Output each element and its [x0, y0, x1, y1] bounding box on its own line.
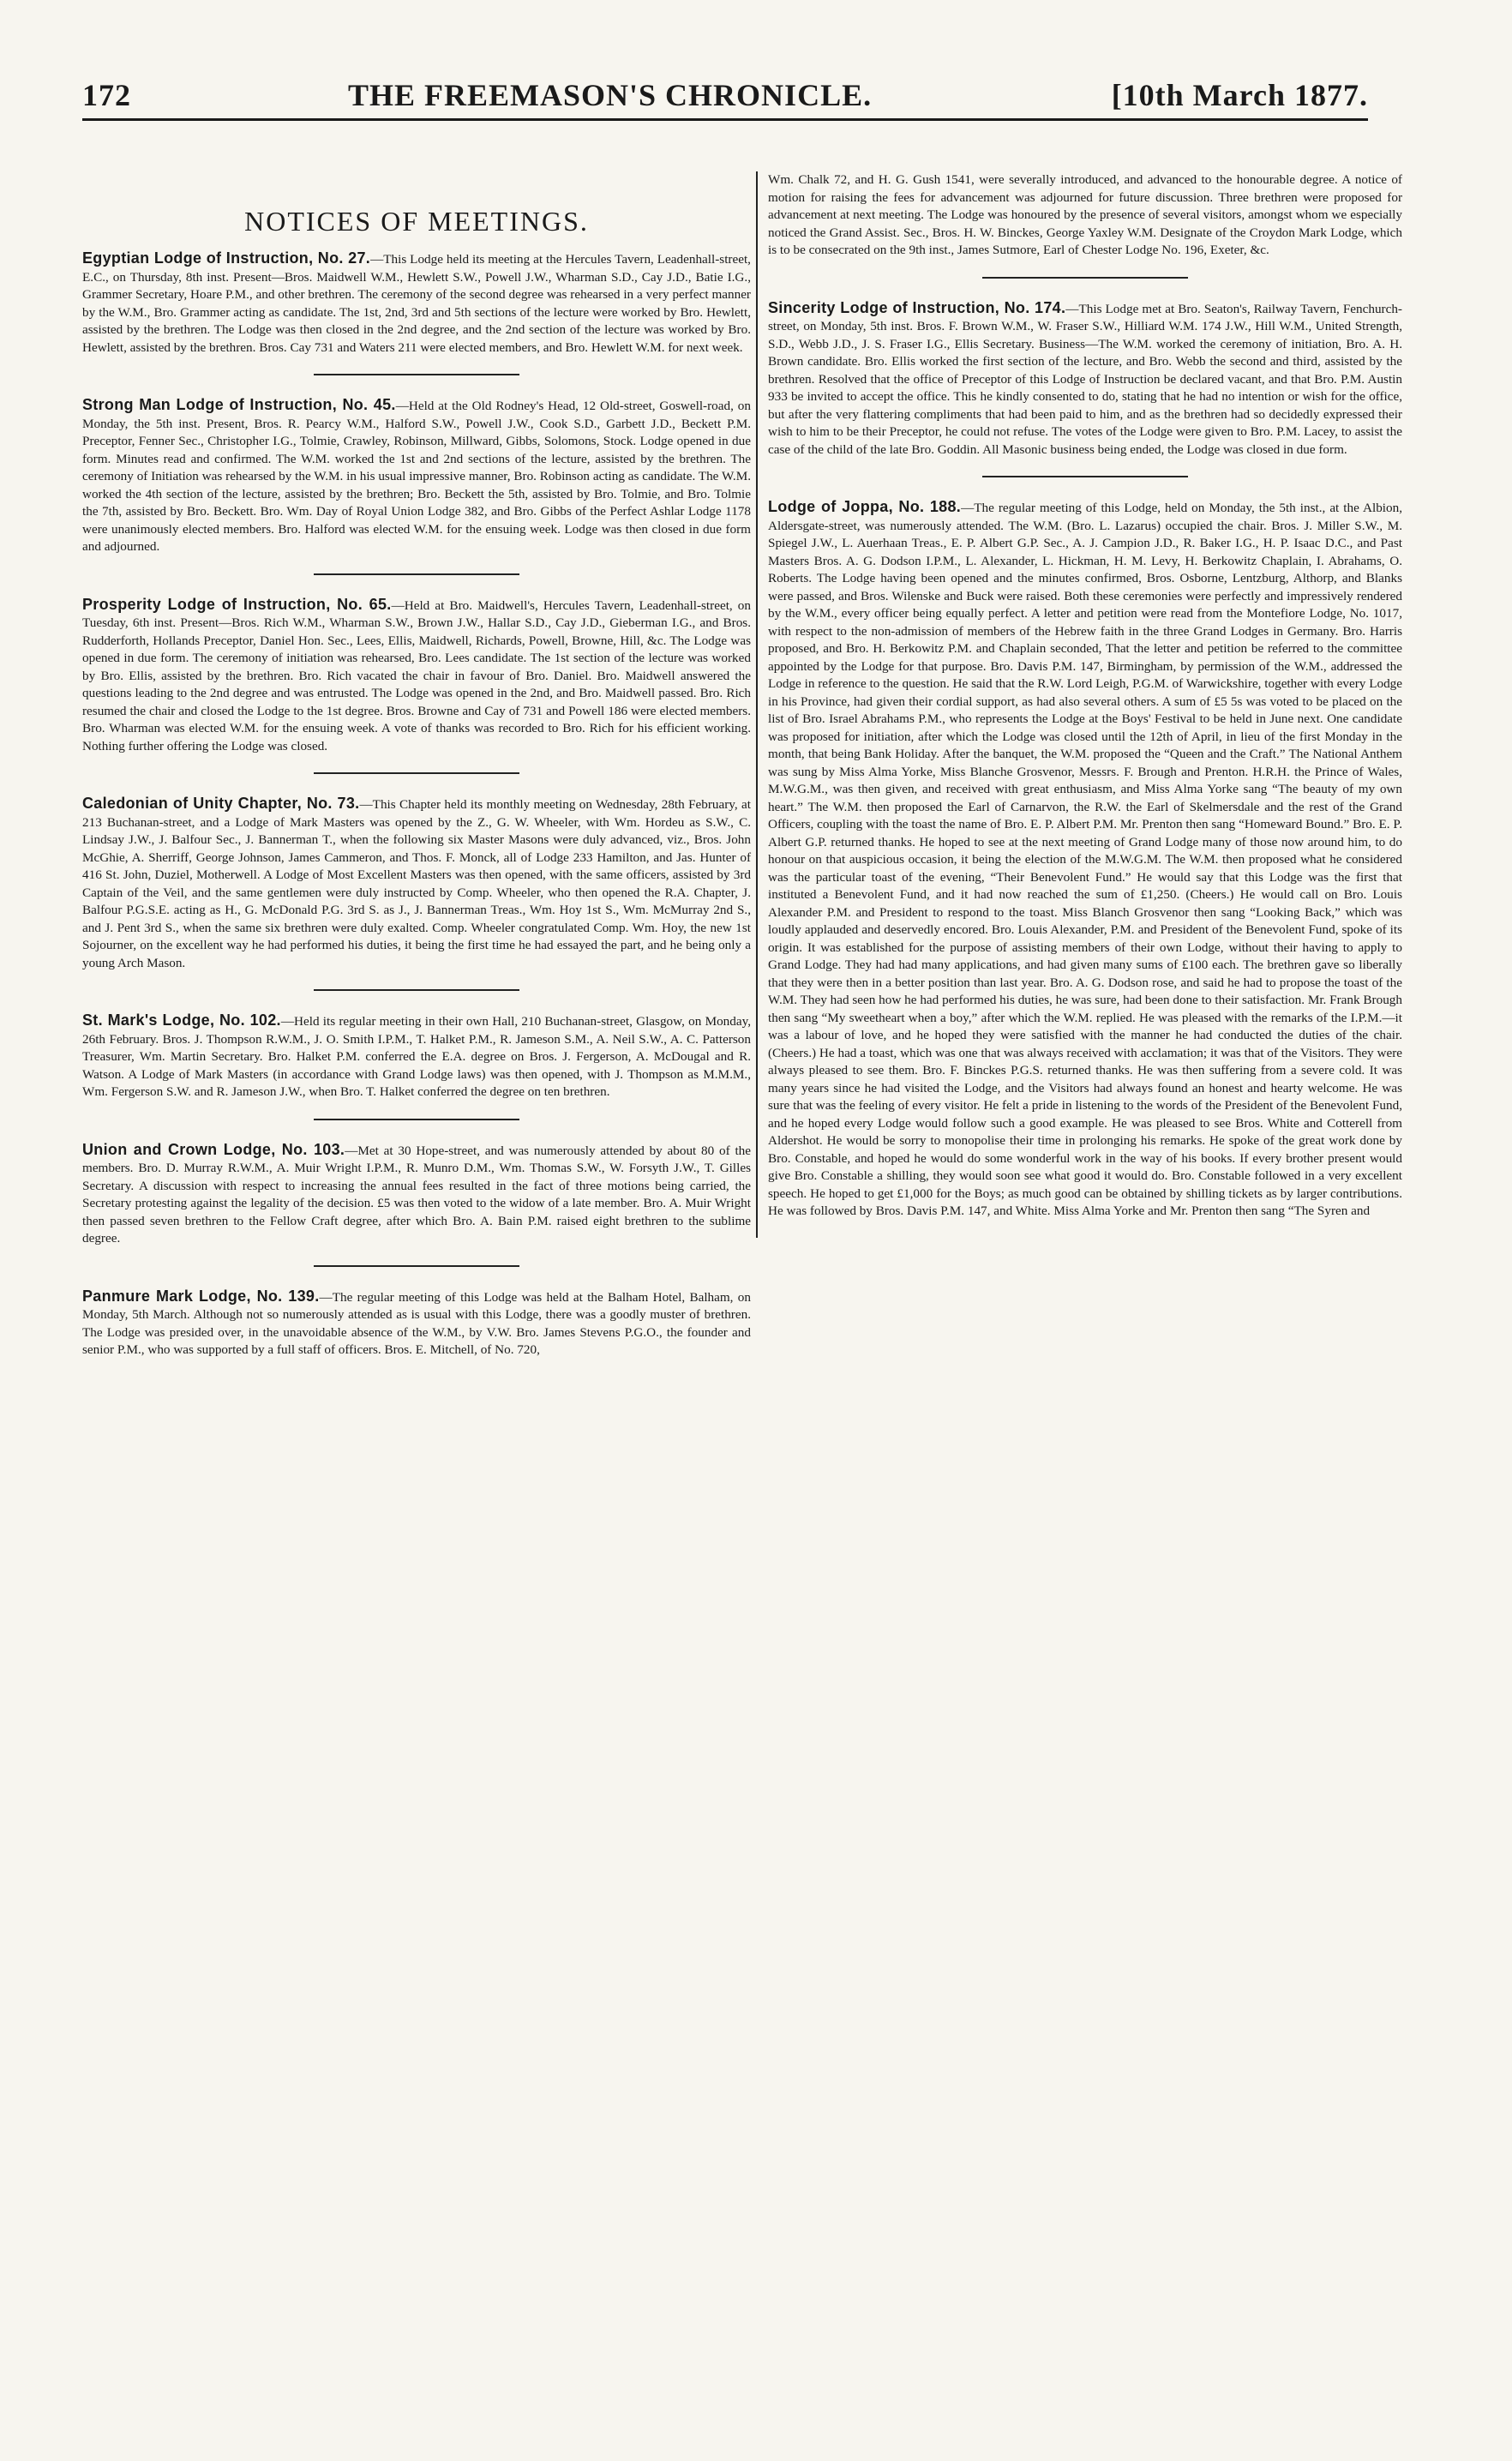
article-heading: Strong Man Lodge of Instruction, No. 45.: [82, 396, 396, 413]
divider-rule: [982, 277, 1188, 279]
article-text: [768, 498, 1402, 1221]
article-text: [82, 396, 751, 556]
divider-rule: [314, 989, 519, 991]
article-text: [82, 1141, 751, 1248]
article-st-marks-lodge: [82, 1011, 751, 1101]
article-text: [82, 249, 751, 357]
article-egyptian-lodge: [82, 249, 751, 357]
article-heading: Union and Crown Lodge, No. 103.: [82, 1140, 345, 1158]
divider-rule: [314, 1119, 519, 1120]
article-lodge-of-joppa: [768, 498, 1402, 1221]
divider-rule: [314, 573, 519, 575]
article-caledonian-chapter: [82, 795, 751, 972]
article-panmure-continued: [768, 171, 1402, 260]
left-column: [82, 171, 751, 1377]
article-heading: St. Mark's Lodge, No. 102.: [82, 1011, 281, 1029]
article-body: —This Chapter held its monthly meeting on Wednesday, 28th February, at 213 Buchanan-street, and a Lodge of Mark Masters was opened by the Z., G. W. Wheeler, with Wm. Hordeu as S.W., C. Lindsay J.W., J. Balfour Sec., J. Bannerman T., when the following six Master Masons were duly advanced, viz., Bros. John McGhie, A. Sherriff, George Johnson, James Cammeron, and Thos. F. Monck, all of Lodge 233 Hamilton, and Jas. Hunter of 416 St. John, Duziel, Motherwell. A Lodge of Most Excellent Masters was then opened, with the same officers, assisted by 3rd Captain of the Veil, and the same gentlemen were duly instructed by Comp. Wheeler, who then opened the R.A. Chapter, J. Balfour P.G.S.E. acting as H., G. McDonald P.G. 3rd S. as J., J. Bannerman Treas., Wm. Hoy 1st S., Wm. McMurray 2nd S., and J. Pent 3rd S., when the same six brethren were duly exalted. Comp. Wheeler congratulated Comp. Wm. Hoy, the new 1st Sojourner, on the excellent way he had performed his duties, it being the first time he had essayed the part, and he being only a young Arch Mason.: [82, 797, 751, 970]
article-heading: Sincerity Lodge of Instruction, No. 174.: [768, 298, 1066, 316]
article-sincerity-lodge: [768, 299, 1402, 459]
article-body: —Held at the Old Rodney's Head, 12 Old-street, Goswell-road, on Monday, the 5th inst. Present, Bros. R. Pearcy W.M., Halford S.W., Powell J.W., Cook S.D., Garbett J.D., Beckett P.M. Preceptor, Fenner Sec., Christopher I.G., Tolmie, Crawley, Robinson, Millward, Gibbs, Solomons, Stock. Lodge opened in due form. Minutes read and confirmed. The W.M. worked the 1st and 2nd sections of the lecture, assisted by the brethren. The ceremony of Initiation was rehearsed by the W.M. in his usual impressive manner, Bro. Robinson acting as candidate. The W.M. worked the 4th section of the lecture, assisted by the brethren; Bro. Beckett the 5th, assisted by Bro. Tolmie, and Bro. Tolmie the 7th, assisted by Bro. Beckett. Bro. Wm. Day of Royal Union Lodge 382, and Bro. Gibbs of the Perfect Ashlar Lodge 1178 were unanimously elected members. Bro. Halford was elected W.M. for the ensuing week. Lodge was then closed in due form and adjourned.: [82, 399, 751, 554]
article-strong-man-lodge: [82, 396, 751, 556]
divider-rule: [314, 772, 519, 774]
article-body: —This Lodge met at Bro. Seaton's, Railway Tavern, Fenchurch-street, on Monday, 5th inst. Bros. F. Brown W.M., W. Fraser S.W., Hilliard W.M. 174 J.W., Hill W.M., United Strength, S.D., Webb J.D., J. S. Fraser I.G., Ellis Secretary. Business—The W.M. worked the ceremony of initiation, Bro. A. H. Brown candidate. Bro. Ellis worked the first section of the lecture, and Bro. Webb the second and third, assisted by the brethren. Resolved that the office of Preceptor of this Lodge of Instruction be declared vacant, and that Bro. P.M. Austin 933 be invited to accept the office. This he kindly consented to do, stating that he had no intention or wish for the office, but after the very flattering compliments that had been paid to him, and as the brethren had so decidedly expressed their wish to him to be their Preceptor, he could not refuse. The votes of the Lodge were given to Bro. P.M. Lacey, to assist the case of the child of the late Bro. Goddin. All Masonic business being ended, the Lodge was closed in due form.: [768, 301, 1402, 457]
page-number: 172: [82, 78, 131, 112]
article-heading: Lodge of Joppa, No. 188.: [768, 498, 962, 515]
article-heading: Prosperity Lodge of Instruction, No. 65.: [82, 595, 392, 613]
article-body: —The regular meeting of this Lodge was held at the Balham Hotel, Balham, on Monday, 5th March. Although not so numerously attended as is usual with this Lodge, there was a goodly muster of brethren. The Lodge was presided over, in the unavoidable absence of the W.M., by V.W. Bro. James Stevens P.G.O., the founder and senior P.M., who was supported by a full staff of officers. Bros. E. Mitchell, of No. 720,: [82, 1289, 751, 1357]
article-body: —Held at Bro. Maidwell's, Hercules Tavern, Leadenhall-street, on Tuesday, 6th inst. Present—Bros. Rich W.M., Wharman S.W., Brown J.W., Hallar S.D., Cay J.D., Gieberman I.G., and Bros. Rudderforth, Hollands Preceptor, Daniel Hon. Sec., Lees, Ellis, Maidwell, Richards, Powell, Browne, Hill, &c. The Lodge was opened in due form. The ceremony of initiation was rehearsed, Bro. Lees candidate. The 1st section of the lecture was worked by Bro. Ellis, assisted by the brethren. Bro. Rich vacated the chair in favour of Bro. Daniel. Bro. Maidwell answered the questions leading to the 2nd degree and was entrusted. The Lodge was opened in the 2nd, and Bro. Maidwell passed. Bro. Rich resumed the chair and closed the Lodge to the 1st degree. Bros. Browne and Cay of 731 and Powell 186 were elected members. Bro. Wharman was elected W.M. for the ensuing week. A vote of thanks was recorded to Bro. Rich for his efficient working. Nothing further offering the Lodge was closed.: [82, 597, 751, 753]
article-body: —Held its regular meeting in their own Hall, 210 Buchanan-street, Glasgow, on Monday, 26th February. Bros. J. Thompson R.W.M., J. O. Smith I.P.M., T. Halket P.M., R. Jameson S.M., A. Neil S.W., A. C. Patterson Treasurer, Wm. Martin Secretary. Bro. Halket P.M. conferred the E.A. degree on Bros. J. Fergerson, A. McDougal and R. Watson. A Lodge of Mark Masters (in accordance with Grand Lodge laws) was then opened, with J. Thompson as M.M.M., Wm. Fergerson S.W. and R. Jameson J.W., when Bro. T. Halket conferred the degree on ten brethren.: [82, 1014, 751, 1099]
article-body: —This Lodge held its meeting at the Hercules Tavern, Leadenhall-street, E.C., on Thursday, 8th inst. Present—Bros. Maidwell W.M., Hewlett S.W., Powell J.W., Wharman S.D., Cay J.D., Batie I.G., Grammer Secretary, Hoare P.M., and other brethren. The ceremony of the second degree was rehearsed in a very perfect manner by the W.M., Bro. Grammer acting as candidate. The 1st, 2nd, 3rd and 5th sections of the lecture were worked by Bro. Hewlett, assisted by the brethren. The Lodge was then closed in the 2nd degree, and the 2nd section of the lecture was worked by Bro. Hewlett, assisted by the brethren. Bros. Cay 731 and Waters 211 were elected members, and Bro. Hewlett W.M. for next week.: [82, 252, 751, 355]
article-union-crown-lodge: [82, 1141, 751, 1248]
article-text: [82, 795, 751, 972]
article-text: [82, 596, 751, 756]
divider-rule: [314, 1265, 519, 1267]
article-heading: Panmure Mark Lodge, No. 139.: [82, 1287, 320, 1305]
issue-date: [10th March 1877.: [1111, 78, 1368, 112]
article-heading: Caledonian of Unity Chapter, No. 73.: [82, 795, 360, 812]
right-column: [756, 171, 1402, 1238]
article-text: [768, 171, 1402, 260]
article-prosperity-lodge: [82, 596, 751, 756]
article-body: —Met at 30 Hope-street, and was numerously attended by about 80 of the members. Bro. D. Murray R.W.M., A. Muir Wright I.P.M., R. Munro D.M., Wm. Thomas S.W., W. Forsyth J.W., T. Gilles Secretary. A discussion with respect to increasing the annual fees resulted in the fact of three motions being carried, the Secretary protesting against the legality of the decision. £5 was then voted to the widow of a late member. Bro. A. Muir Wright then passed seven brethren to the Fellow Craft degree, after which Bro. A. Bain P.M. raised eight brethren to the sublime degree.: [82, 1143, 752, 1246]
article-panmure-mark-lodge: [82, 1288, 751, 1360]
article-text: [82, 1288, 751, 1360]
article-body: —The regular meeting of this Lodge, held on Monday, the 5th inst., at the Albion, Aldersgate-street, was numerously attended. The W.M. (Bro. L. Lazarus) occupied the chair. Bros. J. Miller S.W., M. Spiegel J.W., L. Auerhaan Treas., E. P. Albert G.P. Sec., A. J. Campion J.D., R. Baker I.G., H. P. Isaac D.C., and Past Masters Bros. A. G. Dodson I.P.M., L. Alexander, L. Hickman, H. M. Levy, H. Berkowitz Chaplain, I. Abrahams, O. Roberts. The Lodge having been opened and the minutes confirmed, Bros. Osborne, Lentzburg, Althorp, and Blanks were passed, and Bros. Wilenske and Buck were raised. Both these ceremonies were perfectly and impressively rendered by the W.M., every officer being equally perfect. A letter and petition were read from the Montefiore Lodge, No. 1017, with respect to the non-admission of members of the Hebrew faith in the three Grand Lodges in Germany. Bro. Harris proposed, and Bro. H. Berkowitz P.M. and Chaplain seconded, That the letter and petition be referred to the committee appointed by the Lodge for that purpose. Bro. Davis P.M. 147, Birmingham, by permission of the W.M., addressed the Lodge in reference to the question. He said that the R.W. Lord Leigh, P.G.M. of Warwickshire, together with every Lodge in his Province, had given their cordial support, as had also several others. A sum of £5 5s was voted to be placed on the list of Bro. Israel Abrahams P.M., who represents the Lodge at the Boys' Festival to be held in June next. One candidate was proposed for initiation, after which the Lodge was closed until the 12th of April, in lieu of the first Monday in the month, that being Bank Holiday. After the banquet, the W.M. proposed the “Queen and the Craft.” The National Anthem was sung by Miss Alma Yorke, Miss Blanche Grosvenor, Messrs. F. Brough and Prenton. H.R.H. the Prince of Wales, M.W.G.M., was then given, and received with great enthusiasm, and Miss Alma Yorke sang “The beauty of my own heart.” The W.M. then proposed the Earl of Carnarvon, the R.W. the Earl of Skelmersdale and the rest of the Grand Officers, coupling with the toast the name of Bro. E. P. Albert P.M. Mr. Prenton then sang “Homeward Bound.” Bro. E. P. Albert G.P. returned thanks. He hoped to see at the next meeting of Grand Lodge many of those now around him, to do honour on that auspicious occasion, it being the election of the M.W.G.M. The W.M. then proposed what he considered was the particular toast of the evening, “Their Benevolent Fund.” He would say that this Lodge was the first that instituted a Benevolent Fund, and it had now reached the sum of £1,250. (Cheers.) He would call on Bro. Louis Alexander P.M. and President to respond to the toast. Miss Blanch Grosvenor then sang “Looking Back,” which was loudly applauded and deservedly encored. Bro. Louis Alexander, P.M. and President of the Benevolent Fund, spoke of its origin. It was established for the purpose of assisting members of their own Lodge, without their having to apply to Grand Lodge. They had had many applications, and had given many sums of £100 each. The brethren gave so liberally that they were then in a better position than last year. Bro. A. G. Dodson rose, and said he had to propose the toast of the W.M. They had seen how he had performed his duties, he was sure, had been done to their satisfaction. Mr. Frank Brough then sang “My sweetheart when a boy,” after which the W.M. replied. He was pleased with the remarks of the I.P.M.—it was a labour of love, and he hoped they were satisfied with the manner he had conducted the duties of the chair. (Cheers.) He had a toast, which was one that was always received with acclamation; it was that of the Visitors. They were always pleased to see them. Bro. F. Binckes P.G.S. returned thanks. He was then suffering from a severe cold. It was many years since he had visited the Lodge, and the Visitors had always found an honest and hearty welcome. He was sure that was the feeling of every visitor. He felt a pride in listening to the words of the President of the Benevolent Fund, and he hoped every Lodge would follow such a good example. He was pleased to see Bros. White and Cotterell from Aldershot. He would be sorry to monopolise their time in prolonging his remarks. He spoke of the great work done by Bro. Constable, and hoped he would do some wonderful work in the way of his books. If every brother present would give Bro. Constable a shilling, they would soon see what good it would do. Bro. Constable followed in a very excellent speech. He hoped to get £1,000 for the Boys; as much good can be obtained by shilling tickets as by larger contributions. He was followed by Bros. Davis P.M. 147, and White. Miss Alma Yorke and Mr. Prenton then sang “The Syren and: [768, 501, 1402, 1218]
article-body: Wm. Chalk 72, and H. G. Gush 1541, were severally introduced, and advanced to the honourable degree. A notice of motion for raising the fees for advancement was adjourned for future discussion. Three brethren were proposed for advancement at next meeting. The Lodge was honoured by the presence of several visitors, amongst whom we especially noticed the Grand Assist. Sec., Bros. H. W. Binckes, George Yaxley W.M. Designate of the Croydon Mark Lodge, which is to be consecrated on the 9th inst., James Sutmore, Earl of Chester Lodge No. 196, Exeter, &c.: [768, 172, 1402, 257]
article-heading: Egyptian Lodge of Instruction, No. 27.: [82, 249, 371, 267]
section-heading: NOTICES OF MEETINGS.: [244, 206, 589, 237]
masthead: [82, 67, 1368, 121]
article-text: [82, 1011, 751, 1101]
divider-rule: [982, 476, 1188, 477]
article-text: [768, 299, 1402, 459]
divider-rule: [314, 374, 519, 375]
publication-title: THE FREEMASON'S CHRONICLE.: [348, 78, 873, 112]
